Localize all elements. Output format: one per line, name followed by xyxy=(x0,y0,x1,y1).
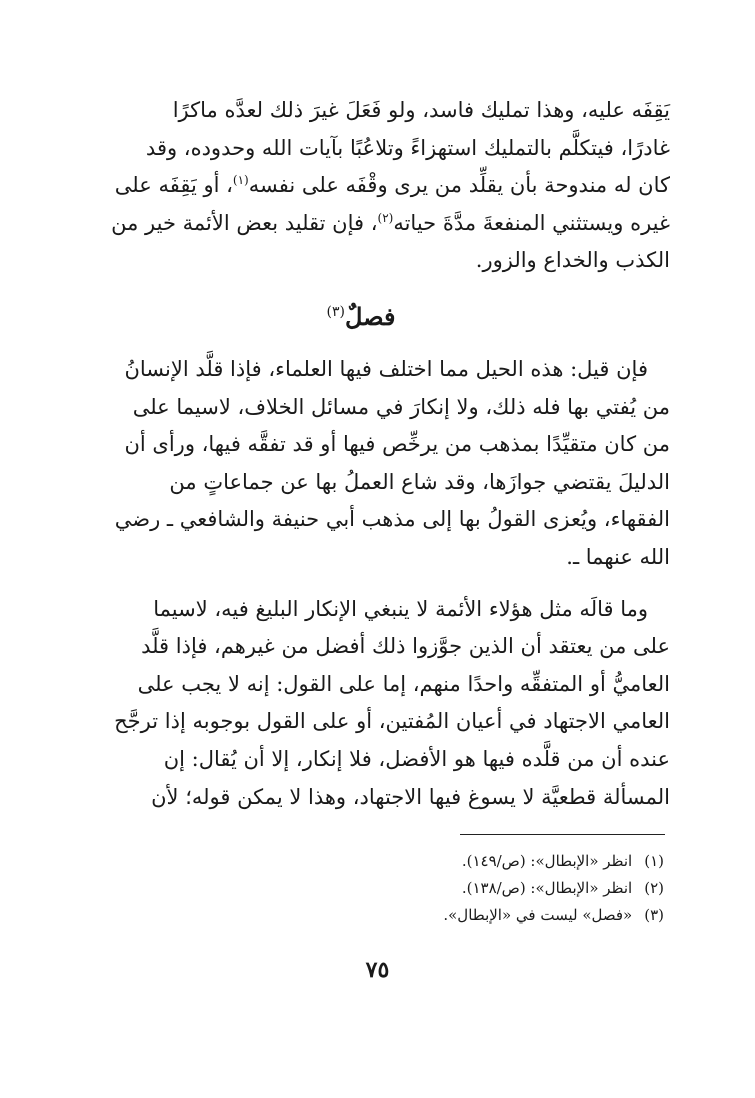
text-line: فإن قيل: هذه الحيل مما اختلف فيها العلماء، فإذا قلَّد الإنسانُ xyxy=(124,356,648,381)
footnote-number: (٢) xyxy=(644,879,664,897)
section-heading xyxy=(52,292,670,337)
heading-text: فصلٌ xyxy=(345,301,396,331)
text-line xyxy=(52,205,670,243)
footnote-ref-2[interactable]: (٢) xyxy=(377,210,394,225)
text-segment: غيره ويستثني المنفعةَ مدَّةَ حياته xyxy=(393,210,670,235)
text-line: الدليلَ يقتضي جوازَها، وقد شاع العملُ بها عن جماعاتٍ من xyxy=(169,469,670,494)
footnote-separator xyxy=(460,834,665,835)
text-segment: ، أو يَقِفَه على xyxy=(114,173,233,198)
text-line: عنده أن من قلَّده فيها هو الأفضل، فلا إنكار، إلا أن يُقال: إن xyxy=(163,746,670,771)
footnotes xyxy=(52,848,664,929)
footnote-item xyxy=(52,902,664,929)
text-line: من كان متقيِّدًا بمذهب من يرخِّص فيها أو قد تفقَّه فيها، ورأى أن xyxy=(124,432,670,457)
text-line xyxy=(52,167,670,205)
footnote-item xyxy=(52,848,664,875)
text-line: الفقهاء، ويُعزى القولُ بها إلى مذهب أبي حنيفة والشافعي ـ رضي xyxy=(114,507,670,532)
footnote-number: (١) xyxy=(644,852,664,870)
text-line: الكذب والخداع والزور. xyxy=(475,248,670,273)
text-segment: كان له مندوحة بأن يقلِّد من يرى وقْفَه على نفسه xyxy=(248,173,670,198)
text-line: العامي الاجتهاد في أعيان المُفتين، أو على القول بوجوبه إذا ترجَّح xyxy=(114,709,670,734)
footnote-item xyxy=(52,875,664,902)
paragraph-3 xyxy=(52,591,670,817)
footnote-text: «فصل» ليست في «الإبطال». xyxy=(443,906,633,924)
page-body xyxy=(52,92,670,816)
text-line: غادرًا، فيتكلَّم بالتمليك استهزاءً وتلاعُبًا بآيات الله وحدوده، وقد xyxy=(145,135,670,160)
paragraph-1 xyxy=(52,92,670,280)
text-line: على من يعتقد أن الذين جوَّزوا ذلك أفضل من غيرهم، فإذا قلَّد xyxy=(141,634,670,659)
footnote-text: انظر «الإبطال»: (ص/١٣٨). xyxy=(461,879,633,897)
page-number: ٧٥ xyxy=(365,957,390,983)
text-line: العاميُّ أو المتفقِّه واحدًا منهم، إما على القول: إنه لا يجب على xyxy=(137,671,670,696)
text-line: الله عنهما ـ. xyxy=(566,544,670,569)
paragraph-2 xyxy=(52,351,670,577)
footnote-ref-3[interactable]: (٣) xyxy=(326,303,345,320)
text-segment: ، فإن تقليد بعض الأئمة خير من xyxy=(111,210,378,235)
text-line: من يُفتي بها فله ذلك، ولا إنكارَ في مسائل الخلاف، لاسيما على xyxy=(132,394,670,419)
text-line: وما قالَه مثل هؤلاء الأئمة لا ينبغي الإنكار البليغ فيه، لاسيما xyxy=(153,596,648,621)
footnote-number: (٣) xyxy=(644,906,664,924)
text-line: المسألة قطعيَّة لا يسوغ فيها الاجتهاد، وهذا لا يمكن قوله؛ لأن xyxy=(151,784,670,809)
footnote-ref-1[interactable]: (١) xyxy=(232,173,249,188)
footnote-text: انظر «الإبطال»: (ص/١٤٩). xyxy=(461,852,633,870)
text-line: يَقِفَه عليه، وهذا تمليك فاسد، ولو فَعَلَ غيرَ ذلك لعدَّه ماكرًا xyxy=(172,98,670,122)
